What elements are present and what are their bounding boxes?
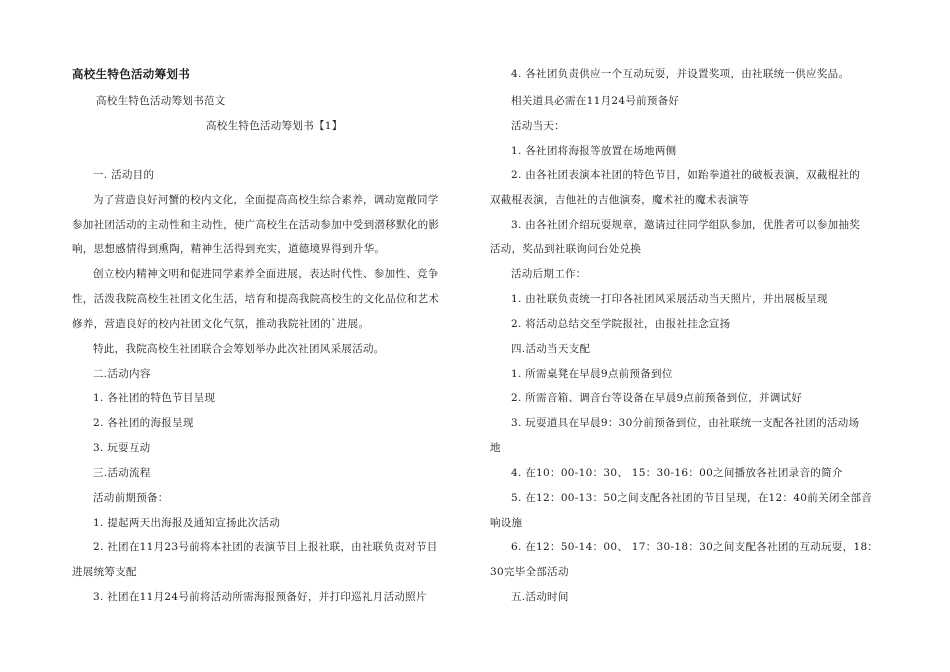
list-item: 4. 在10：00-10：30、 15：30-16：00之间播放各社团录音的简介: [511, 467, 843, 479]
paragraph-line: 修养，营造良好的校内社团文化气氛，推动我院社团的`进展。: [72, 318, 370, 330]
paragraph-line: 30完毕全部活动: [490, 566, 569, 578]
list-item: 3. 玩耍互动: [93, 442, 151, 454]
paragraph-line: 地: [490, 442, 501, 454]
paragraph-line: 进展统筹支配: [72, 566, 137, 578]
paragraph-line: 活动，奖品到社联询问台处兑换: [490, 243, 642, 255]
section-heading: 二.活动内容: [93, 368, 151, 380]
section-heading: 活动当天：: [511, 120, 565, 132]
list-item: 1. 所需桌凳在早晨9点前预备到位: [511, 368, 673, 380]
paragraph-line: 相关道具必需在11月24号前预备好: [511, 95, 680, 107]
section-heading: 五.活动时间: [511, 591, 569, 603]
section-title: 高校生特色活动筹划书【1】: [206, 120, 343, 132]
list-item: 3. 玩耍道具在早晨9：30分前预备到位，由社联统一支配各社团的活动场: [511, 417, 860, 429]
paragraph-line: 特此，我院高校生社团联合会筹划举办此次社团风采展活动。: [93, 343, 385, 355]
paragraph-line: 响，思想感情得到熏陶，精神生活得到充实，道德境界得到升华。: [72, 243, 386, 255]
list-item: 1. 各社团将海报等放置在场地两侧: [511, 145, 677, 157]
list-item: 5. 在12：00-13：50之间支配各社团的节目呈现，在12：40前关闭全部音: [511, 492, 873, 504]
list-item: 2. 由各社团表演本社团的特色节目，如跆拳道社的破板表演，双截棍社的: [511, 169, 861, 181]
list-item: 2. 各社团的海报呈现: [93, 417, 194, 429]
list-item: 3. 社团在11月24号前将活动所需海报预备好，并打印巡礼月活动照片: [93, 591, 427, 603]
paragraph-line: 性，活泼我院高校生社团文化生活，培育和提高我院高校生的文化品位和艺术: [72, 293, 440, 305]
document-title: 高校生特色活动筹划书: [72, 67, 190, 81]
section-heading: 活动后期工作：: [511, 268, 587, 280]
list-item: 2. 所需音箱、调音台等设备在早晨9点前预备到位，并调试好: [511, 392, 803, 404]
paragraph-line: 响设施: [490, 517, 523, 529]
paragraph-line: 一. 活动目的: [93, 169, 155, 181]
list-item: 1. 各社团的特色节目呈现: [93, 392, 216, 404]
list-item: 2. 将活动总结交至学院报社，由报社挂念宣扬: [511, 318, 731, 330]
paragraph-line: 创立校内精神文明和促进同学素养全面进展，表达时代性、参加性、竞争: [93, 268, 439, 280]
list-item: 2. 社团在11月23号前将本社团的表演节目上报社联，由社联负责对节目: [93, 541, 438, 553]
paragraph-line: 参加社团活动的主动性和主动性，使广高校生在活动参加中受到潜移默化的影: [72, 219, 440, 231]
paragraph-line: 活动前期预备：: [93, 492, 169, 504]
list-item: 1. 由社联负责统一打印各社团风采展活动当天照片，并出展板呈现: [511, 293, 828, 305]
paragraph-line: 为了营造良好河蟹的校内文化，全面提高高校生综合素养，调动宽敞同学: [93, 194, 439, 206]
list-item: 1. 提起两天出海报及通知宣扬此次活动: [93, 517, 281, 529]
list-item: 6. 在12：50-14：00、 17：30-18：30之间支配各社团的互动玩耍，18：: [511, 541, 879, 553]
list-item: 4. 各社团负责供应一个互动玩耍，并设置奖项，由社联统一供应奖品。: [511, 68, 850, 80]
section-heading: 三.活动流程: [93, 467, 151, 479]
list-item: 3. 由各社团介绍玩耍规章，邀请过往同学组队参加，优胜者可以参加抽奖: [511, 219, 861, 231]
document-subtitle: 高校生特色活动筹划书范文: [96, 95, 226, 107]
section-heading: 四.活动当天支配: [511, 343, 591, 355]
paragraph-line: 双截棍表演，吉他社的吉他演奏，魔术社的魔术表演等: [490, 194, 750, 206]
